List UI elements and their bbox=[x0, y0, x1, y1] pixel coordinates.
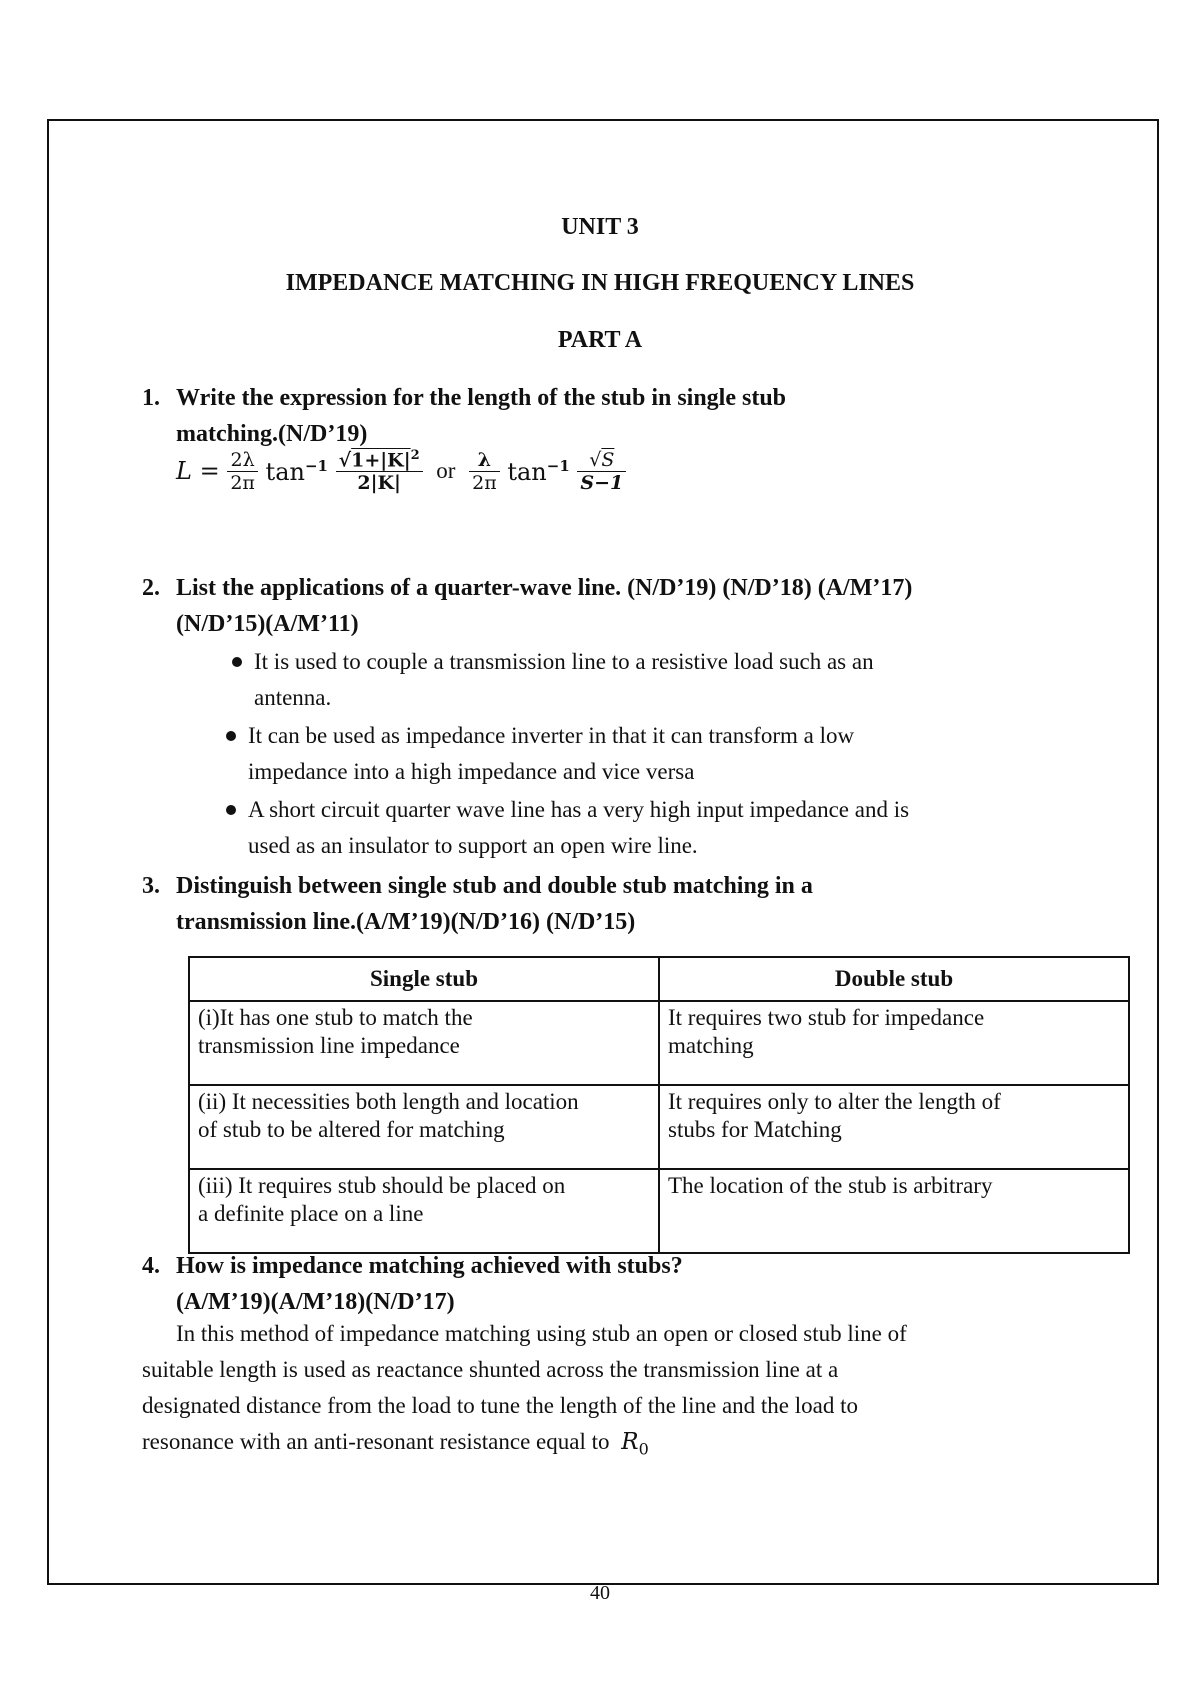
sqrt-argument: 1+|K| bbox=[351, 449, 411, 472]
table-cell bbox=[189, 1001, 659, 1085]
fraction-denominator: S−1 bbox=[580, 471, 624, 494]
or-connector: or bbox=[436, 458, 456, 484]
question-number: 3. bbox=[142, 873, 160, 899]
question-2 bbox=[142, 570, 912, 642]
table-row bbox=[189, 1085, 1129, 1169]
question-number: 4. bbox=[142, 1253, 160, 1279]
question-text-cont: matching.(N/D’19) bbox=[176, 421, 368, 447]
fraction-lambda-2pi bbox=[469, 449, 500, 494]
cell-line: It requires only to alter the length of bbox=[668, 1089, 1001, 1114]
cell-line: (i)It has one stub to match the bbox=[198, 1005, 473, 1030]
cell-line: transmission line impedance bbox=[198, 1033, 460, 1058]
cell-line: (iii) It requires stub should be placed on bbox=[198, 1173, 566, 1198]
table-row bbox=[189, 1169, 1129, 1253]
table-header-row bbox=[189, 957, 1129, 1001]
page-number: 40 bbox=[590, 1582, 610, 1604]
question-number: 2. bbox=[142, 575, 160, 601]
question-1 bbox=[142, 380, 786, 452]
tan-label: tan bbox=[507, 457, 547, 486]
fraction-2lambda-2pi bbox=[227, 449, 258, 494]
table-cell bbox=[659, 1169, 1129, 1253]
formula-lhs: L = bbox=[176, 457, 220, 486]
question-text: Distinguish between single stub and double stub matching in a bbox=[176, 873, 813, 899]
sqrt-exponent: 2 bbox=[410, 448, 420, 463]
question-text-cont: (A/M’19)(A/M’18)(N/D’17) bbox=[176, 1289, 455, 1315]
comparison-table bbox=[188, 956, 1130, 1254]
inverse-exponent: −1 bbox=[546, 456, 570, 475]
answer-4-paragraph bbox=[142, 1316, 1060, 1468]
bullet-text-cont: antenna. bbox=[254, 685, 332, 710]
fraction-sqrt-s bbox=[577, 449, 626, 494]
bullet-item bbox=[254, 644, 1104, 716]
paragraph-line: designated distance from the load to tune the length of the line and the load to bbox=[142, 1393, 858, 1418]
paragraph-line: In this method of impedance matching using stub an open or closed stub line of bbox=[176, 1321, 907, 1346]
question-text: Write the expression for the length of the stub in single stub bbox=[176, 385, 787, 411]
question-number: 1. bbox=[142, 385, 160, 411]
cell-line: stubs for Matching bbox=[668, 1117, 842, 1142]
question-4 bbox=[142, 1248, 683, 1320]
fraction-denominator: 2π bbox=[230, 471, 255, 494]
question-text: How is impedance matching achieved with stubs? bbox=[176, 1253, 683, 1279]
inverse-exponent: −1 bbox=[304, 456, 328, 475]
part-heading: PART A bbox=[557, 327, 643, 353]
column-header: Single stub bbox=[189, 957, 659, 1001]
symbol-subscript: 0 bbox=[638, 1439, 649, 1459]
cell-line: (ii) It necessities both length and location bbox=[198, 1089, 579, 1114]
table-cell bbox=[189, 1169, 659, 1253]
cell-line: The location of the stub is arbitrary bbox=[668, 1173, 993, 1198]
bullet-text: It is used to couple a transmission line to a resistive load such as an bbox=[254, 649, 874, 674]
sqrt-argument: S bbox=[601, 448, 615, 471]
question-text-cont: (N/D’15)(A/M’11) bbox=[176, 611, 359, 637]
question-text: List the applications of a quarter-wave line. (N/D’19) (N/D’18) (A/M’17) bbox=[176, 575, 913, 601]
table-row bbox=[189, 1001, 1129, 1085]
table-cell bbox=[659, 1001, 1129, 1085]
paragraph-line: suitable length is used as reactance shunted across the transmission line at a bbox=[142, 1357, 839, 1382]
tan-function bbox=[266, 457, 328, 486]
bullet-item bbox=[248, 792, 1098, 864]
r0-symbol bbox=[621, 1429, 649, 1459]
cell-line: It requires two stub for impedance bbox=[668, 1005, 985, 1030]
table-cell bbox=[659, 1085, 1129, 1169]
fraction-numerator: √S bbox=[577, 449, 626, 472]
cell-line: matching bbox=[668, 1033, 754, 1058]
bullet-dot-icon bbox=[232, 657, 242, 667]
column-header: Double stub bbox=[659, 957, 1129, 1001]
question-3 bbox=[142, 868, 813, 940]
bullet-dot-icon bbox=[226, 731, 236, 741]
cell-line: of stub to be altered for matching bbox=[198, 1117, 505, 1142]
tan-function bbox=[507, 457, 569, 486]
bullet-text-cont: used as an insulator to support an open wire line. bbox=[248, 833, 698, 858]
fraction-numerator: $√1+|K|^2$ bbox=[336, 448, 423, 472]
question-text-cont: transmission line.(A/M’19)(N/D’16) (N/D’15) bbox=[176, 909, 636, 935]
cell-line: a definite place on a line bbox=[198, 1201, 424, 1226]
fraction-denominator: 2π bbox=[472, 471, 497, 494]
fraction-denominator: 2|K| bbox=[357, 472, 401, 495]
fraction-sqrt-k bbox=[336, 448, 423, 494]
bullet-text: A short circuit quarter wave line has a very high input impedance and is bbox=[248, 797, 910, 822]
bullet-text: It can be used as impedance inverter in that it can transform a low bbox=[248, 723, 855, 748]
table-cell bbox=[189, 1085, 659, 1169]
fraction-numerator: 2λ bbox=[227, 449, 258, 472]
paragraph-text: resonance with an anti-resonant resistance equal to bbox=[142, 1429, 610, 1454]
bullet-text-cont: impedance into a high impedance and vice versa bbox=[248, 759, 695, 784]
tan-label: tan bbox=[265, 457, 305, 486]
chapter-title: IMPEDANCE MATCHING IN HIGH FREQUENCY LINES bbox=[285, 270, 915, 296]
stub-length-formula bbox=[176, 448, 626, 538]
unit-heading: UNIT 3 bbox=[561, 214, 639, 240]
bullet-dot-icon bbox=[226, 805, 236, 815]
symbol-r: R bbox=[621, 1429, 639, 1455]
paragraph-line bbox=[142, 1424, 1060, 1468]
bullet-item bbox=[248, 718, 1098, 790]
fraction-numerator: λ bbox=[469, 449, 500, 472]
